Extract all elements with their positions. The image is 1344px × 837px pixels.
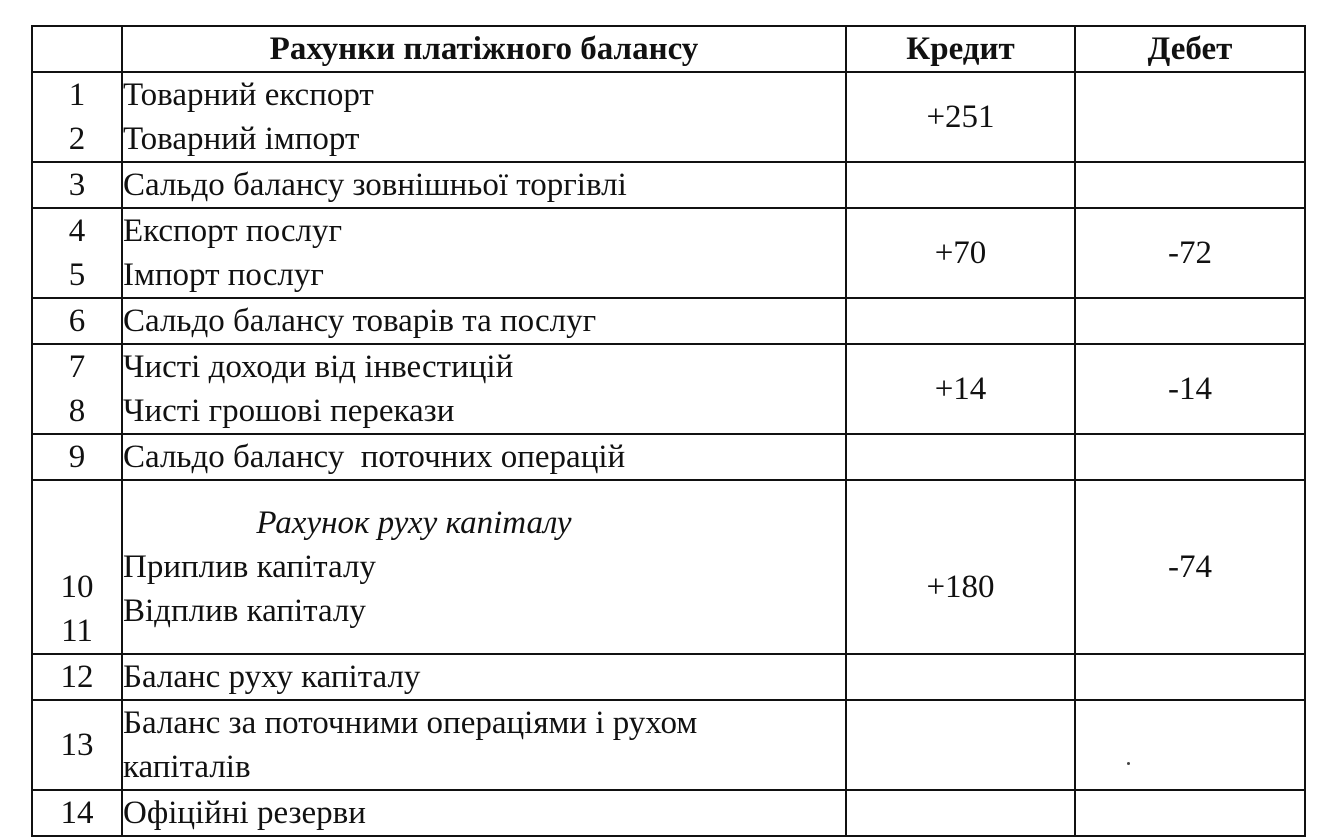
row-number: 10 — [60, 569, 94, 605]
debit-value — [1075, 298, 1305, 344]
account-name: Відплив капіталу — [123, 593, 366, 629]
account-name-cell — [122, 700, 846, 790]
credit-value: +251 — [846, 72, 1075, 162]
account-name: Чисті доходи від інвестицій — [123, 349, 514, 385]
row-number: 1 — [68, 77, 86, 113]
header-row — [32, 26, 1305, 72]
row-number-cell — [32, 480, 122, 654]
account-name: Імпорт послуг — [123, 257, 324, 293]
credit-value — [846, 434, 1075, 480]
credit-value — [846, 790, 1075, 836]
credit-value: +14 — [846, 344, 1075, 434]
debit-value — [1075, 162, 1305, 208]
table-row — [32, 434, 1305, 480]
debit-value — [1075, 790, 1305, 836]
debit-value: -14 — [1168, 371, 1212, 407]
account-name: Приплив капіталу — [123, 549, 376, 585]
row-number: 12 — [32, 654, 122, 700]
row-number: 2 — [68, 121, 86, 157]
credit-value: +180 — [846, 480, 1075, 654]
debit-value — [1075, 654, 1305, 700]
account-name: Товарний експорт — [123, 77, 374, 113]
account-name-cell — [122, 344, 846, 434]
account-name-cell — [122, 480, 846, 654]
row-number: 8 — [68, 393, 86, 429]
account-name: Експорт послуг — [123, 213, 343, 249]
header-credit: Кредит — [846, 26, 1075, 72]
table-row — [32, 298, 1305, 344]
debit-value — [1075, 72, 1305, 162]
scan-speck — [1127, 762, 1130, 765]
debit-value: -74 — [1168, 549, 1212, 585]
table-row — [32, 344, 1305, 434]
header-number — [32, 26, 122, 72]
credit-value — [846, 654, 1075, 700]
balance-of-payments-table — [31, 25, 1306, 837]
debit-value-cell — [1075, 480, 1305, 654]
debit-value — [1075, 434, 1305, 480]
table-row — [32, 790, 1305, 836]
account-name: Баланс руху капіталу — [122, 654, 846, 700]
row-number: 3 — [32, 162, 122, 208]
row-number: 9 — [32, 434, 122, 480]
debit-value-cell — [1075, 208, 1305, 298]
account-name-cell — [122, 208, 846, 298]
table-row — [32, 72, 1305, 162]
account-name: Сальдо балансу зовнішньої торгівлі — [122, 162, 846, 208]
row-number: 14 — [32, 790, 122, 836]
header-debit: Дебет — [1075, 26, 1305, 72]
table-row — [32, 162, 1305, 208]
account-name: Баланс за поточними операціями і рухом — [123, 705, 698, 741]
section-title: Рахунок руху капіталу — [256, 505, 572, 541]
row-number: 11 — [61, 613, 93, 649]
row-number: 5 — [68, 257, 86, 293]
account-name: Сальдо балансу поточних операцій — [122, 434, 846, 480]
table-row — [32, 208, 1305, 298]
row-number: 6 — [32, 298, 122, 344]
debit-value — [1075, 700, 1305, 790]
account-name-cell — [122, 72, 846, 162]
debit-value: -72 — [1168, 235, 1212, 271]
table-row — [32, 480, 1305, 654]
row-number-cell — [32, 208, 122, 298]
table-row — [32, 700, 1305, 790]
account-name: Офіційні резерви — [122, 790, 846, 836]
debit-value-cell — [1075, 344, 1305, 434]
header-accounts: Рахунки платіжного балансу — [122, 26, 846, 72]
credit-value — [846, 700, 1075, 790]
row-number: 7 — [68, 349, 86, 385]
credit-value: +70 — [846, 208, 1075, 298]
row-number: 4 — [68, 213, 86, 249]
account-name: капіталів — [123, 749, 251, 785]
credit-value — [846, 162, 1075, 208]
row-number-cell — [32, 344, 122, 434]
table-row — [32, 654, 1305, 700]
row-number: 13 — [32, 700, 122, 790]
account-name: Чисті грошові перекази — [123, 393, 455, 429]
row-number-cell — [32, 72, 122, 162]
account-name: Сальдо балансу товарів та послуг — [122, 298, 846, 344]
credit-value — [846, 298, 1075, 344]
account-name: Товарний імпорт — [123, 121, 360, 157]
